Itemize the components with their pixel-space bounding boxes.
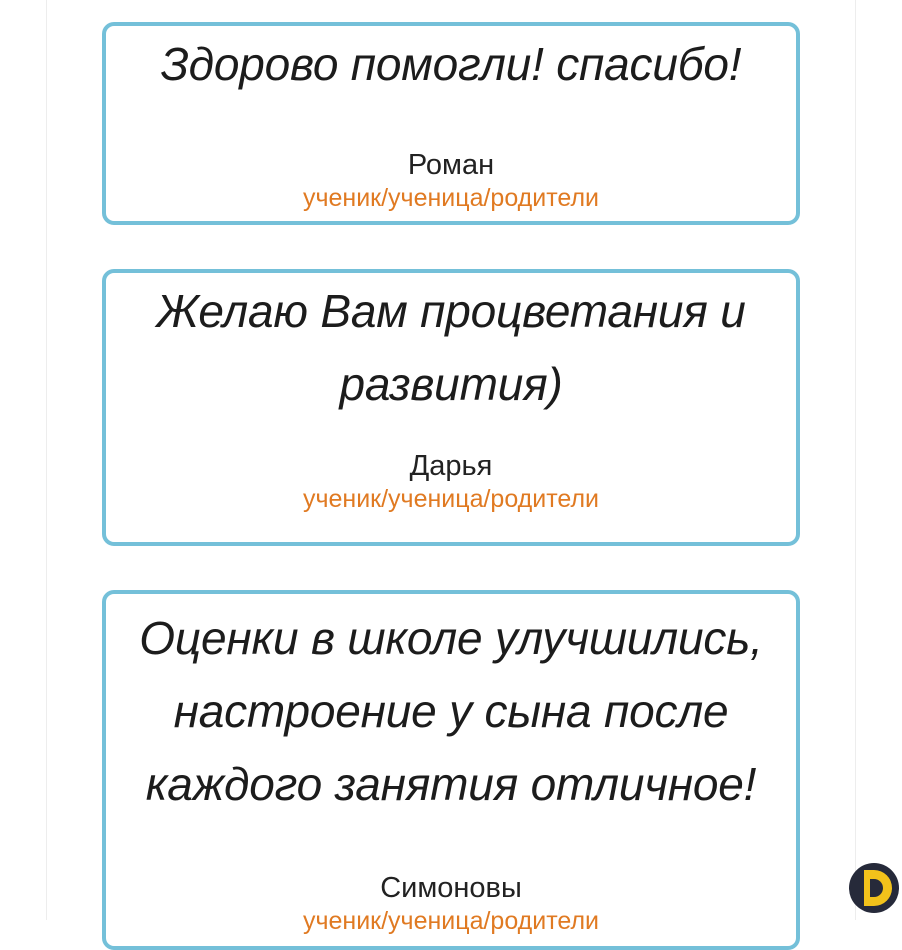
review-role-1: ученик/ученица/родители bbox=[302, 184, 600, 212]
brand-logo-icon[interactable] bbox=[848, 862, 900, 914]
review-author-3: Симоновы bbox=[380, 872, 522, 904]
review-text-2-line-2: развития) bbox=[339, 358, 563, 410]
review-text-3-line-2: настроение у сына после bbox=[173, 685, 729, 737]
review-text-1: Здорово помогли! спасибо! bbox=[160, 38, 742, 90]
review-role-2: ученик/ученица/родители bbox=[302, 485, 600, 513]
review-text-3-line-3: каждого занятия отличное! bbox=[145, 758, 757, 810]
review-card-2 bbox=[102, 269, 800, 546]
review-text-3-line-1: Оценки в школе улучшились, bbox=[139, 612, 763, 664]
review-text-2-line-1: Желаю Вам процветания и bbox=[156, 285, 746, 337]
review-author-2: Дарья bbox=[409, 450, 493, 482]
brand-logo-svg bbox=[848, 862, 900, 914]
review-role-3: ученик/ученица/родители bbox=[302, 907, 600, 935]
review-card-3 bbox=[102, 590, 800, 950]
review-author-1: Роман bbox=[407, 149, 495, 181]
review-card-1 bbox=[102, 22, 800, 225]
